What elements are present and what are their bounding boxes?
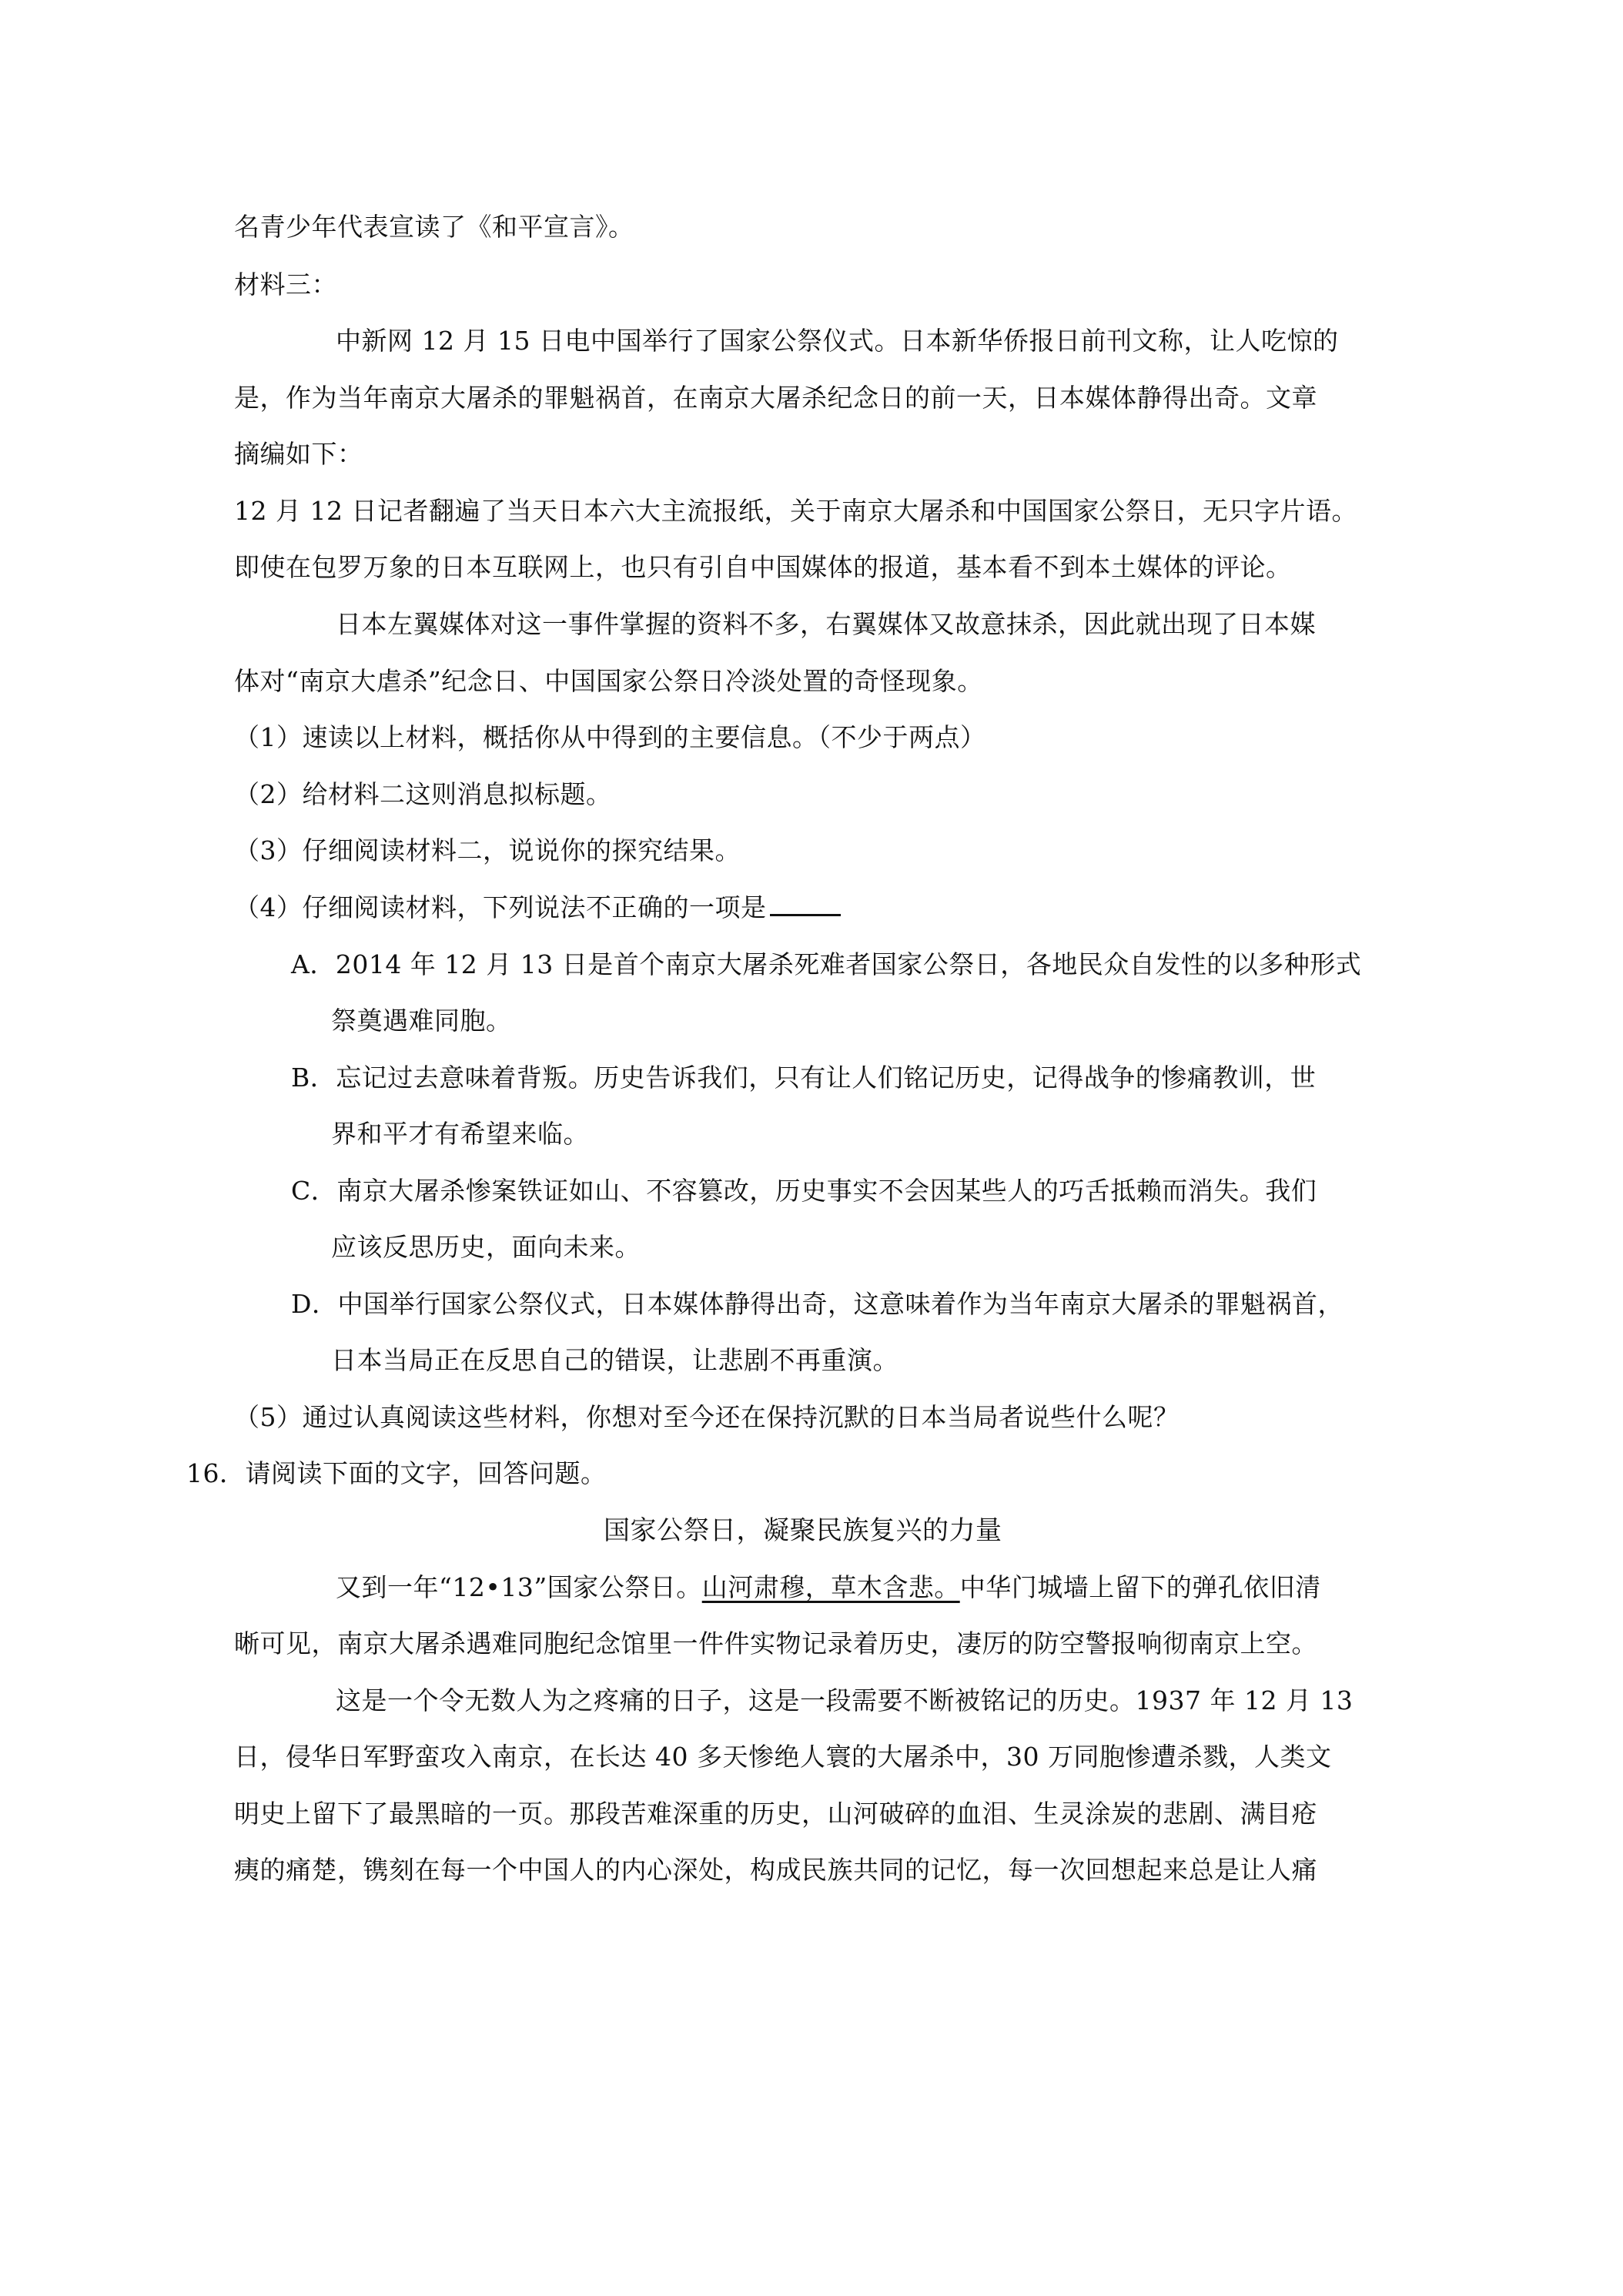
option-c-cont: 应该反思历史，面向未来。 bbox=[331, 1232, 641, 1262]
text-line: 中新网 12 月 15 日电中国举行了国家公祭仪式。日本新华侨报日前刊文称，让人吃惊的 bbox=[336, 326, 1339, 356]
text-line: 即使在包罗万象的日本互联网上，也只有引自中国媒体的报道，基本看不到本土媒体的评论。 bbox=[234, 552, 1292, 582]
material-three-heading: 材料三： bbox=[234, 269, 337, 300]
article-line: 日，侵华日军野蛮攻入南京，在长达 40 多天惨绝人寰的大屠杀中，30 万同胞惨遭杀戮，人类文 bbox=[234, 1742, 1332, 1772]
underlined-phrase: 山河肃穆，草木含悲。 bbox=[701, 1572, 960, 1602]
article-line: 这是一个令无数人为之疼痛的日子，这是一段需要不断被铭记的历史。1937 年 12 月 13 bbox=[336, 1685, 1354, 1715]
option-d: D．中国举行国家公祭仪式，日本媒体静得出奇，这意味着作为当年南京大屠杀的罪魁祸首， bbox=[291, 1289, 1344, 1319]
question-2: （2）给材料二这则消息拟标题。 bbox=[234, 779, 612, 809]
question-1: （1）速读以上材料，概括你从中得到的主要信息。（不少于两点） bbox=[234, 722, 986, 752]
text-line: 日本左翼媒体对这一事件掌握的资料不多，右翼媒体又故意抹杀，因此就出现了日本媒 bbox=[336, 609, 1316, 639]
option-b-cont: 界和平才有希望来临。 bbox=[331, 1119, 589, 1149]
article-text: 中华门城墙上留下的弹孔依旧清 bbox=[959, 1572, 1321, 1602]
text-line: 12 月 12 日记者翻遍了当天日本六大主流报纸，关于南京大屠杀和中国国家公祭日，无只字片语。 bbox=[234, 496, 1357, 526]
article-line bbox=[336, 1570, 1321, 1605]
text-line: 摘编如下： bbox=[234, 439, 363, 469]
article-line: 明史上留下了最黑暗的一页。那段苦难深重的历史，山河破碎的血泪、生灵涂炭的悲剧、满目疮 bbox=[234, 1799, 1317, 1829]
option-a-cont: 祭奠遇难同胞。 bbox=[331, 1006, 512, 1036]
article-title: 国家公祭日，凝聚民族复兴的力量 bbox=[604, 1515, 1002, 1546]
question-16: 16．请阅读下面的文字，回答问题。 bbox=[186, 1458, 607, 1488]
question-4-text: （4）仔细阅读材料，下列说法不正确的一项是 bbox=[234, 892, 767, 922]
option-b: B．忘记过去意味着背叛。历史告诉我们，只有让人们铭记历史，记得战争的惨痛教训，世 bbox=[291, 1063, 1317, 1093]
option-a: A．2014 年 12 月 13 日是首个南京大屠杀死难者国家公祭日，各地民众自发性的以多种形式 bbox=[291, 949, 1362, 979]
question-4 bbox=[234, 890, 841, 925]
question-5: （5）通过认真阅读这些材料，你想对至今还在保持沉默的日本当局者说些什么呢？ bbox=[234, 1402, 1180, 1432]
text-line: 名青少年代表宣读了《和平宣言》。 bbox=[234, 212, 634, 242]
option-d-cont: 日本当局正在反思自己的错误，让悲剧不再重演。 bbox=[331, 1345, 899, 1375]
option-c: C．南京大屠杀惨案铁证如山、不容篡改，历史事实不会因某些人的巧舌抵赖而消失。我们 bbox=[291, 1176, 1317, 1206]
text-line: 是，作为当年南京大屠杀的罪魁祸首，在南京大屠杀纪念日的前一天，日本媒体静得出奇。文章 bbox=[234, 383, 1317, 413]
question-3: （3）仔细阅读材料二，说说你的探究结果。 bbox=[234, 835, 741, 865]
text-line: 体对“南京大虐杀”纪念日、中国国家公祭日冷淡处置的奇怪现象。 bbox=[234, 666, 983, 696]
answer-blank[interactable] bbox=[770, 891, 841, 916]
article-line: 晰可见，南京大屠杀遇难同胞纪念馆里一件件实物记录着历史，凄厉的防空警报响彻南京上空。 bbox=[234, 1628, 1317, 1658]
article-line: 痍的痛楚，镌刻在每一个中国人的内心深处，构成民族共同的记忆，每一次回想起来总是让人痛 bbox=[234, 1855, 1317, 1885]
article-text: 又到一年“12•13”国家公祭日。 bbox=[336, 1572, 702, 1602]
